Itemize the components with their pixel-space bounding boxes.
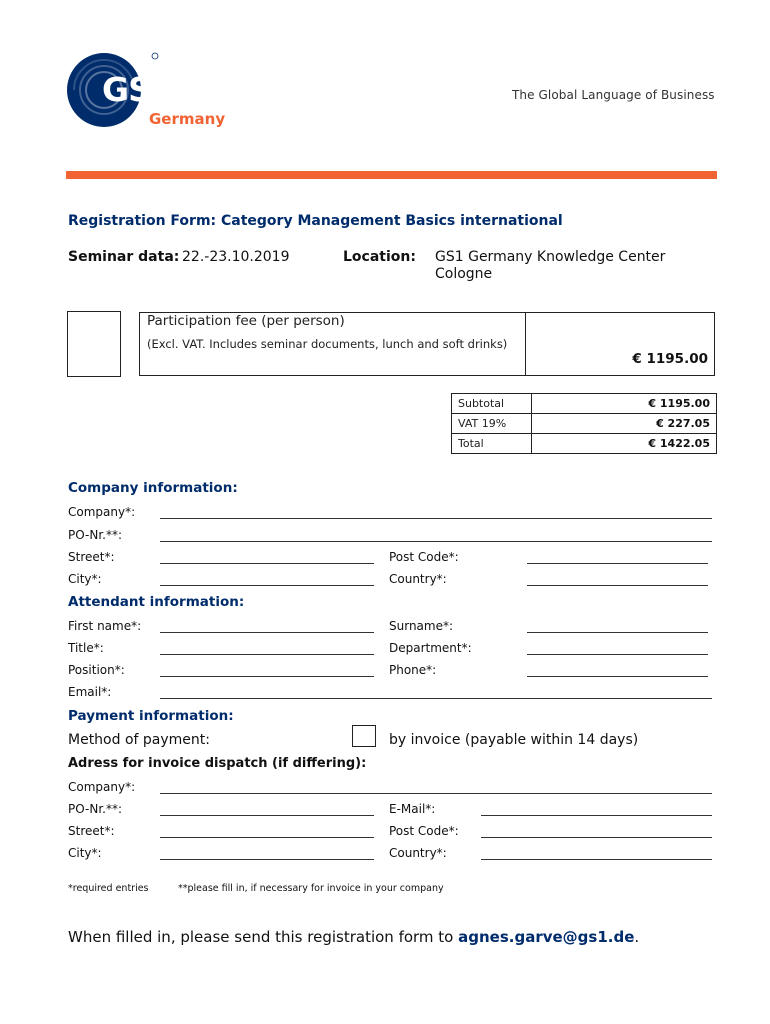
invoice-company-field[interactable]	[160, 792, 712, 794]
contact-email-link[interactable]: agnes.garve@gs1.de	[458, 928, 635, 946]
participation-checkbox[interactable]	[67, 311, 121, 377]
invoice-section-title: Adress for invoice dispatch (if differing):	[68, 756, 367, 771]
form-title: Registration Form: Category Management Basics international	[68, 213, 563, 229]
department-field[interactable]	[527, 653, 708, 655]
position-label: Position*:	[68, 663, 125, 677]
invoice-company-label: Company*:	[68, 780, 136, 794]
invoice-country-field[interactable]	[481, 858, 712, 860]
po-field[interactable]	[160, 540, 712, 542]
invoice-street-field[interactable]	[160, 836, 374, 838]
fee-amount: € 1195.00	[632, 351, 708, 367]
country-field[interactable]	[527, 584, 708, 586]
send-text: When filled in, please send this registration form to	[68, 928, 459, 946]
phone-field[interactable]	[527, 675, 708, 677]
logo-country: Germany	[149, 110, 226, 128]
totals-label: Total	[452, 434, 532, 454]
fee-description: (Excl. VAT. Includes seminar documents, lunch and soft drinks)	[147, 337, 508, 351]
payment-section-title: Payment information:	[68, 708, 234, 724]
street-field[interactable]	[160, 562, 374, 564]
title-label: Title*:	[68, 641, 104, 655]
po-label: PO-Nr.**:	[68, 528, 123, 542]
company-section-title: Company information:	[68, 480, 238, 496]
invoice-po-field[interactable]	[160, 814, 374, 816]
surname-field[interactable]	[527, 631, 708, 633]
title-field[interactable]	[160, 653, 374, 655]
invoice-email-label: E-Mail*:	[389, 802, 436, 816]
logo-text: GS1	[102, 70, 173, 109]
fee-divider	[525, 312, 526, 376]
location-line-1: GS1 Germany Knowledge Center	[435, 249, 666, 265]
first-name-field[interactable]	[160, 631, 374, 633]
first-name-label: First name*:	[68, 619, 142, 633]
post-code-field[interactable]	[527, 562, 708, 564]
seminar-date: 22.-23.10.2019	[182, 249, 290, 265]
invoice-city-label: City*:	[68, 846, 102, 860]
payment-method-option: by invoice (payable within 14 days)	[389, 732, 639, 748]
post-code-label: Post Code*:	[389, 550, 459, 564]
invoice-po-label: PO-Nr.**:	[68, 802, 123, 816]
footnote-required: *required entries	[68, 883, 149, 894]
invoice-city-field[interactable]	[160, 858, 374, 860]
payment-method-label: Method of payment:	[68, 732, 210, 748]
tagline: The Global Language of Business	[512, 88, 715, 102]
city-field[interactable]	[160, 584, 374, 586]
totals-label: Subtotal	[452, 394, 532, 414]
phone-label: Phone*:	[389, 663, 437, 677]
send-end: .	[634, 928, 640, 946]
totals-table	[451, 393, 717, 454]
company-field[interactable]	[160, 517, 712, 519]
invoice-street-label: Street*:	[68, 824, 115, 838]
header-divider	[66, 171, 717, 179]
street-label: Street*:	[68, 550, 115, 564]
department-label: Department*:	[389, 641, 472, 655]
position-field[interactable]	[160, 675, 374, 677]
email-label: Email*:	[68, 685, 112, 699]
fee-title: Participation fee (per person)	[147, 313, 345, 329]
totals-label: VAT 19%	[452, 414, 532, 434]
location-value	[435, 249, 695, 283]
seminar-label: Seminar data:	[68, 249, 180, 265]
table-row	[452, 414, 717, 434]
invoice-checkbox[interactable]	[352, 725, 376, 747]
country-label: Country*:	[389, 572, 447, 586]
city-label: City*:	[68, 572, 102, 586]
attendant-section-title: Attendant information:	[68, 594, 245, 610]
location-label: Location:	[343, 249, 416, 265]
footnote-fill-in: **please fill in, if necessary for invoice in your company	[178, 883, 444, 894]
location-line-2: Cologne	[435, 266, 493, 282]
invoice-email-field[interactable]	[481, 814, 712, 816]
totals-value: € 227.05	[532, 414, 717, 434]
gs1-logo	[66, 52, 236, 136]
totals-value: € 1195.00	[532, 394, 717, 414]
invoice-country-label: Country*:	[389, 846, 447, 860]
table-row	[452, 394, 717, 414]
invoice-post-code-label: Post Code*:	[389, 824, 459, 838]
surname-label: Surname*:	[389, 619, 454, 633]
email-field[interactable]	[160, 697, 712, 699]
send-instruction	[68, 928, 639, 946]
totals-value: € 1422.05	[532, 434, 717, 454]
table-row	[452, 434, 717, 454]
invoice-post-code-field[interactable]	[481, 836, 712, 838]
company-label: Company*:	[68, 505, 136, 519]
